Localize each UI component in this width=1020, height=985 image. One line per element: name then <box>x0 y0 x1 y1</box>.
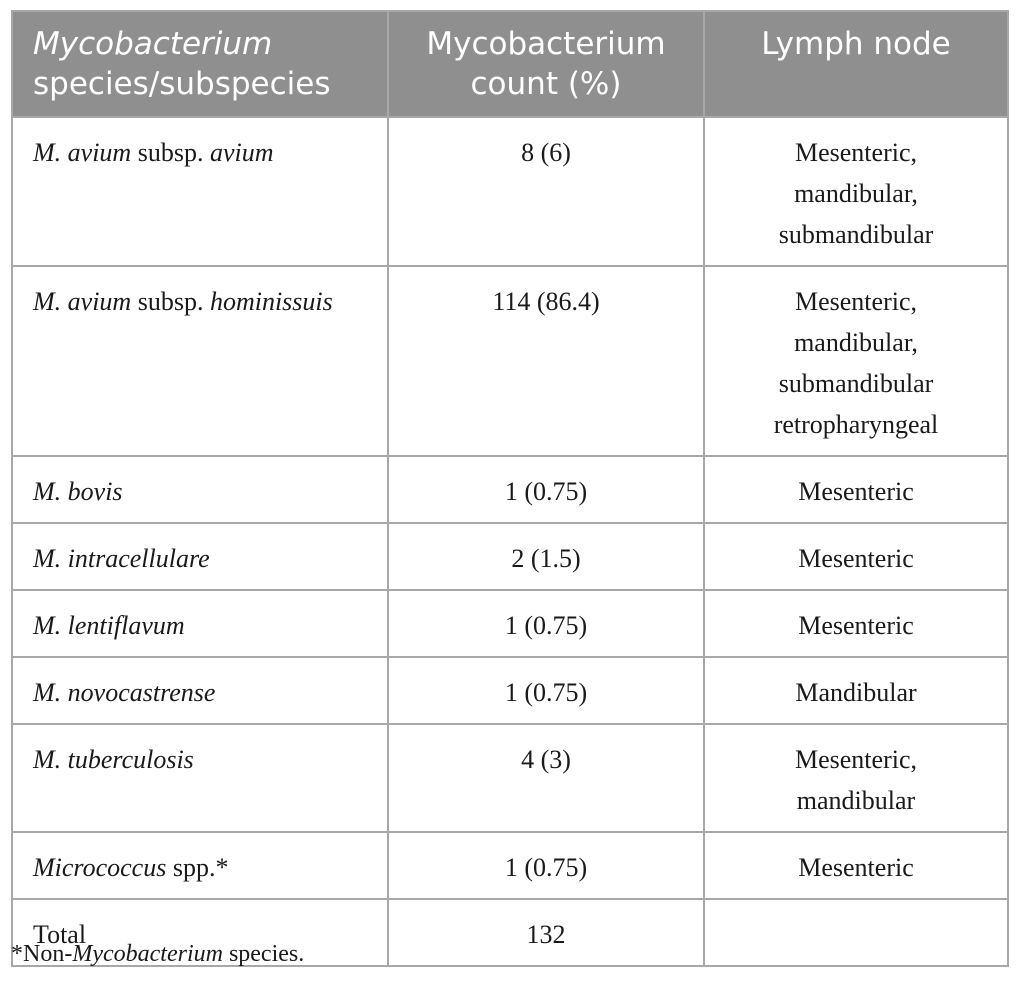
species-genus: M. lentiflavum <box>33 611 185 640</box>
count-cell: 1 (0.75) <box>388 657 704 724</box>
header-species-rest: species/subspecies <box>33 66 331 102</box>
total-count-cell: 132 <box>388 899 704 966</box>
table-row <box>12 832 1008 899</box>
table-header-row <box>12 11 1008 117</box>
table-row <box>12 724 1008 832</box>
species-genus: M. novocastrense <box>33 678 216 707</box>
lymph-node-line: submandibular <box>778 220 934 249</box>
lymph-node-line: mandibular <box>796 786 916 815</box>
species-genus: M. avium <box>33 138 132 167</box>
lymph-node-line: mandibular, <box>794 179 918 208</box>
header-count-line2: count (%) <box>470 66 622 102</box>
species-genus: M. avium <box>33 287 132 316</box>
lymph-node-line: Mesenteric, <box>794 138 917 167</box>
count-cell: 1 (0.75) <box>388 832 704 899</box>
species-genus: M. bovis <box>33 477 123 506</box>
table-row <box>12 266 1008 456</box>
species-epithet: avium <box>209 138 274 167</box>
lymph-node-cell: Mesenteric <box>704 590 1008 657</box>
count-cell: 1 (0.75) <box>388 590 704 657</box>
species-cell <box>12 657 388 724</box>
species-epithet: hominissuis <box>209 287 333 316</box>
lymph-node-cell <box>704 724 1008 832</box>
species-cell <box>12 523 388 590</box>
species-cell <box>12 117 388 266</box>
header-species-italic: Mycobacterium <box>33 26 273 62</box>
species-genus: M. tuberculosis <box>33 745 194 774</box>
footnote-suffix: species. <box>222 941 305 967</box>
species-mid: spp.* <box>166 853 229 882</box>
lymph-node-line: retropharyngeal <box>773 410 939 439</box>
species-cell <box>12 724 388 832</box>
table-row <box>12 657 1008 724</box>
species-genus: Micrococcus <box>33 853 167 882</box>
header-count-line1: Mycobacterium <box>426 26 666 62</box>
header-count <box>388 11 704 117</box>
lymph-node-cell <box>704 117 1008 266</box>
lymph-node-line: Mesenteric, <box>794 745 917 774</box>
lymph-node-line: submandibular <box>778 369 934 398</box>
table-row <box>12 456 1008 523</box>
table-row <box>12 117 1008 266</box>
lymph-node-cell: Mesenteric <box>704 456 1008 523</box>
lymph-node-cell: Mesenteric <box>704 832 1008 899</box>
species-cell <box>12 590 388 657</box>
count-cell: 1 (0.75) <box>388 456 704 523</box>
species-cell <box>12 832 388 899</box>
table-footnote <box>11 941 304 968</box>
lymph-node-cell <box>704 266 1008 456</box>
species-mid: subsp. <box>131 138 210 167</box>
mycobacterium-table <box>11 10 1009 967</box>
count-cell: 114 (86.4) <box>388 266 704 456</box>
header-species <box>12 11 388 117</box>
species-cell <box>12 456 388 523</box>
total-lymph-node-cell <box>704 899 1008 966</box>
count-cell: 4 (3) <box>388 724 704 832</box>
lymph-node-line: mandibular, <box>794 328 918 357</box>
table-row <box>12 590 1008 657</box>
footnote-italic: Mycobacterium <box>72 941 223 967</box>
species-cell <box>12 266 388 456</box>
table-row <box>12 523 1008 590</box>
count-cell: 8 (6) <box>388 117 704 266</box>
count-cell: 2 (1.5) <box>388 523 704 590</box>
species-mid: subsp. <box>131 287 210 316</box>
species-genus: M. intracellulare <box>33 544 210 573</box>
lymph-node-line: Mesenteric, <box>794 287 917 316</box>
lymph-node-cell: Mandibular <box>704 657 1008 724</box>
lymph-node-cell: Mesenteric <box>704 523 1008 590</box>
total-label-cell: Total <box>12 899 388 966</box>
footnote-prefix: *Non- <box>11 941 73 967</box>
header-lymph-node: Lymph node <box>704 11 1008 117</box>
